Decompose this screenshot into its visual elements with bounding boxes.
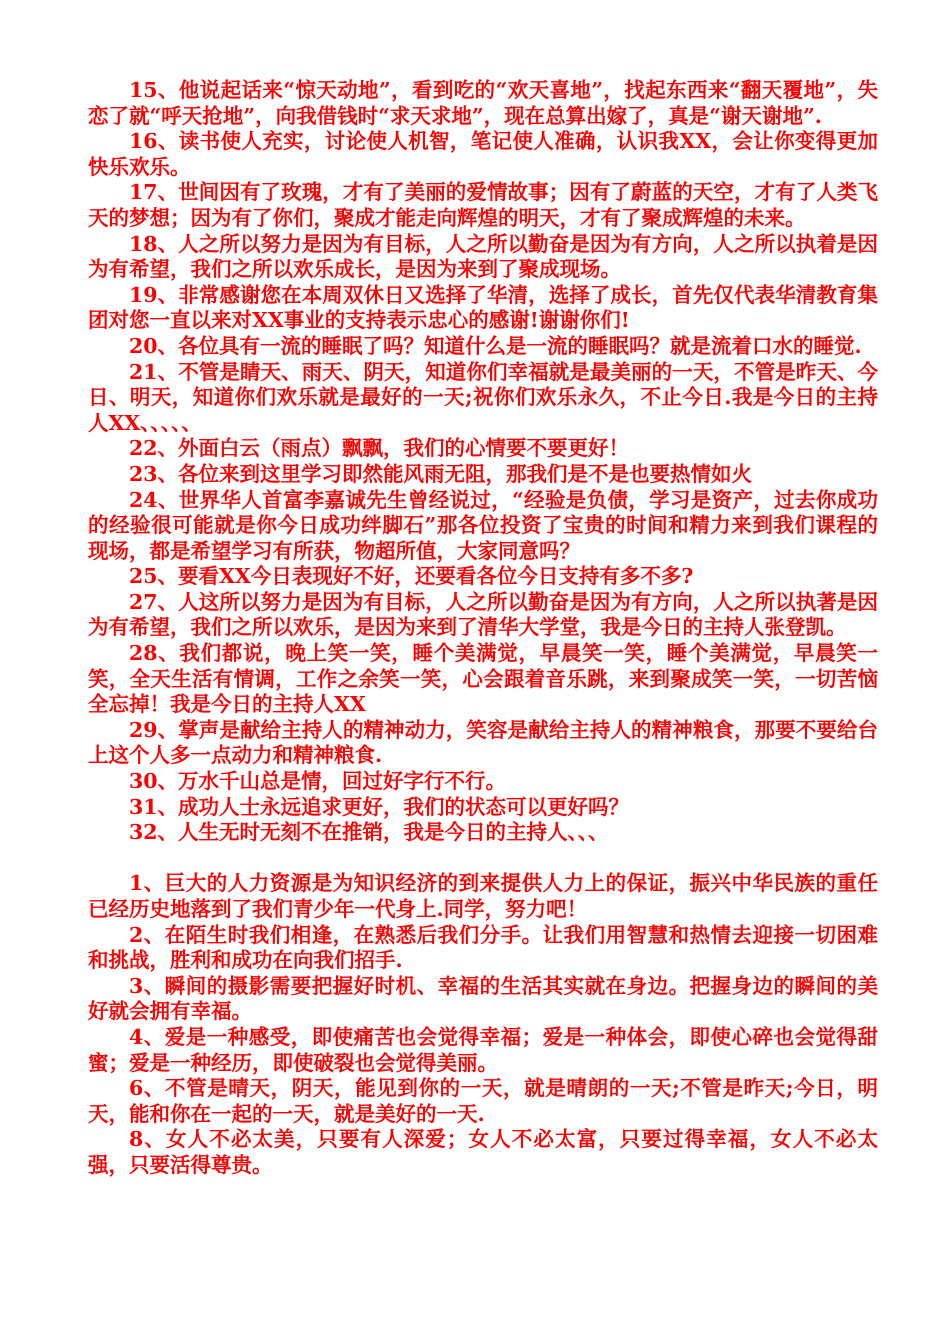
paragraph: 3、瞬间的摄影需要把握好时机、幸福的生活其实就在身边。把握身边的瞬间的美好就会拥有幸福。 (88, 973, 878, 1024)
paragraph: 22、外面白云（雨点）飘飘，我们的心情要不要更好！ (129, 436, 630, 461)
paragraph: 1、巨大的人力资源是为知识经济的到来提供人力上的保证，振兴中华民族的重任已经历史地落到了我们青少年一代身上.同学，努力吧！ (88, 871, 878, 921)
paragraph: 27、人这所以努力是因为有目标，人之所以勤奋是因为有方向，人之所以执著是因为有希望，我们之所以欢乐，是因为来到了清华大学堂，我是今日的主持人张登凯。 (88, 589, 878, 640)
paragraph: 17、世间因有了玫瑰，才有了美丽的爱情故事；因有了蔚蓝的天空，才有了人类飞天的梦想；因为有了你们，聚成才能走向辉煌的明天，才有了聚成辉煌的未来。 (88, 180, 878, 230)
paragraph: 29、掌声是献给主持人的精神动力，笑容是献给主持人的精神粮食，那要不要给台上这个人多一点动力和精神粮食. (88, 717, 878, 768)
paragraph: 18、人之所以努力是因为有目标，人之所以勤奋是因为有方向，人之所以执着是因为有希望，我们之所以欢乐成长，是因为来到了聚成现场。 (88, 231, 878, 282)
paragraph: 30、万水千山总是情，回过好字行不行。 (129, 769, 507, 794)
paragraph: 20、各位具有一流的睡眠了吗？知道什么是一流的睡眠吗？就是流着口水的睡觉. (129, 333, 862, 358)
paragraph: 15、他说起话来“惊天动地”，看到吃的“欢天喜地”，找起东西来“翻天覆地”，失恋了就“呼天抢地”，向我借钱时“求天求地”，现在总算出嫁了，真是“谢天谢地”. (88, 78, 878, 128)
paragraph: 32、人生无时无刻不在推销，我是今日的主持人、、、 (129, 820, 609, 845)
document-body (88, 78, 878, 1179)
paragraph: 4、爱是一种感受，即使痛苦也会觉得幸福；爱是一种体会，即使心碎也会觉得甜蜜；爱是一种经历，即使破裂也会觉得美丽。 (88, 1024, 878, 1075)
paragraph: 23、各位来到这里学习即然能风雨无阻，那我们是不是也要热情如火 (129, 461, 753, 486)
paragraph: 2、在陌生时我们相逢，在熟悉后我们分手。让我们用智慧和热情去迎接一切困难和挑战，胜利和成功在向我们招手. (88, 922, 878, 973)
paragraph: 16、读书使人充实，讨论使人机智，笔记使人准确，认识我XX，会让你变得更加快乐欢乐。 (88, 129, 878, 179)
paragraph: 28、我们都说，晚上笑一笑，睡个美满觉，早晨笑一笑，睡个美满觉，早晨笑一笑，全天生活有情调，工作之余笑一笑，心会跟着音乐跳，来到聚成笑一笑，一切苦恼全忘掉！我是今日的主持人XX (88, 641, 878, 717)
paragraph: 21、不管是睛天、雨天、阴天，知道你们幸福就是最美丽的一天，不管是昨天、今日、明天，知道你们欢乐就是最好的一天;祝你们欢乐永久，不止今日.我是今日的主持人XX、、、、、 (88, 359, 878, 435)
paragraph: 25、要看XX今日表现好不好，还要看各位今日支持有多不多? (129, 564, 694, 589)
paragraph: 19、非常感谢您在本周双休日又选择了华清，选择了成长，首先仅代表华清教育集团对您一直以来对XX事业的支持表示忠心的感谢!谢谢你们! (88, 282, 878, 333)
paragraph: 6、不管是晴天，阴天，能见到你的一天，就是晴朗的一天;不管是昨天;今日，明天，能和你在一起的一天，就是美好的一天. (88, 1076, 878, 1126)
paragraph: 8、女人不必太美，只要有人深爱；女人不必太富，只要过得幸福，女人不必太强，只要活得尊贵。 (88, 1127, 878, 1177)
section-gap (88, 846, 878, 872)
paragraph: 31、成功人士永远追求更好，我们的状态可以更好吗？ (129, 794, 630, 819)
paragraph: 24、世界华人首富李嘉诚先生曾经说过，“经验是负债，学习是资产，过去你成功的经验很可能就是你今日成功绊脚石”那各位投资了宝贵的时间和精力来到我们课程的现场，都是希望学习有所获，物超所值，大家同意吗？ (88, 487, 878, 563)
